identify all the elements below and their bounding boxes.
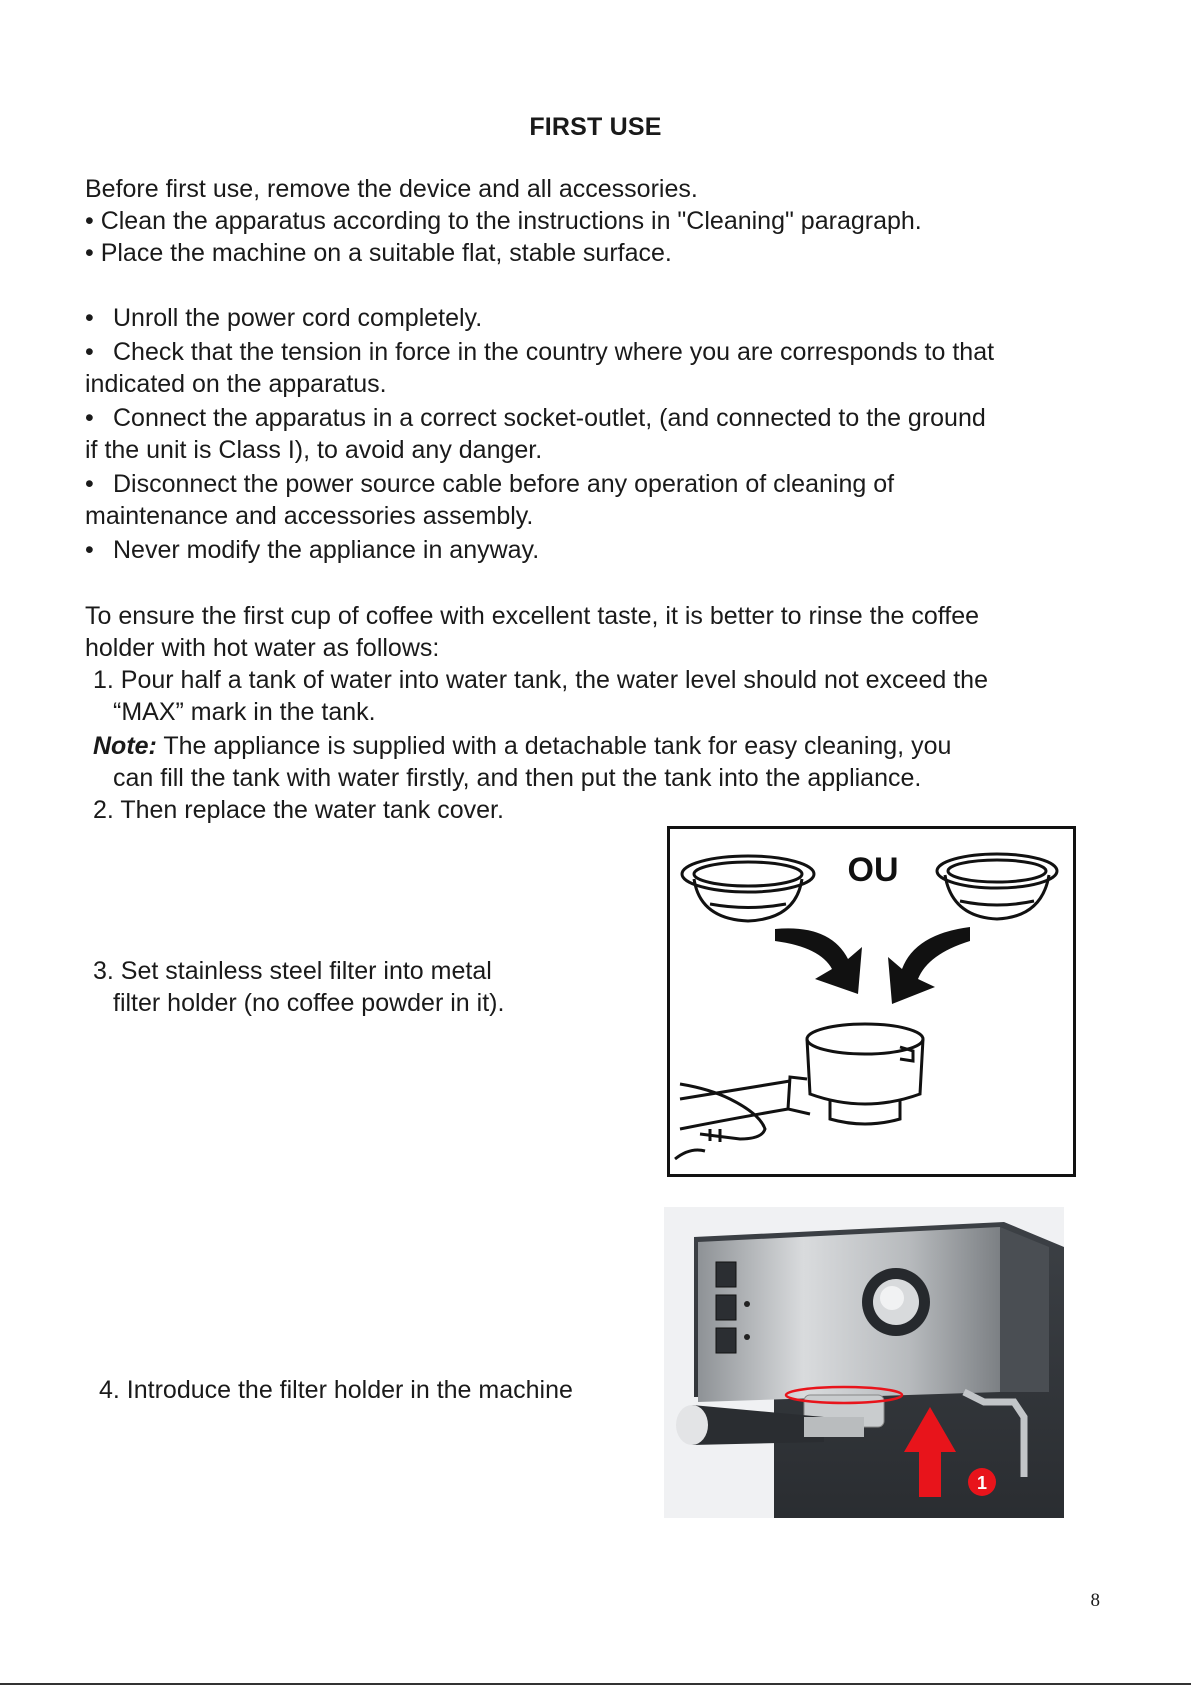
note-continuation: can fill the tank with water firstly, and then put the tank into the appliance. [113,764,922,792]
step-marker-number: 1 [976,1473,988,1493]
filter-holder-icon [675,1024,923,1159]
intro-line: Before first use, remove the device and all accessories. [85,175,698,203]
arrow-down-right-icon [775,928,862,994]
bullet-glyph: • [85,470,94,498]
filter-drawing [670,829,1073,1174]
step-3: 3. Set stainless steel filter into metal [93,957,492,985]
note: Note: The appliance is supplied with a detachable tank for easy cleaning, you [93,732,952,760]
bullet-glyph: • [85,304,94,332]
bullet-continuation: maintenance and accessories assembly. [85,502,534,530]
bullet-glyph: • [85,536,94,564]
filter-illustration [667,826,1076,1177]
bullet-continuation: if the unit is Class I), to avoid any danger. [85,436,543,464]
bullet-glyph: • [85,404,94,432]
bullet-item: • Disconnect the power source cable before any operation of cleaning of [85,470,895,498]
espresso-machine-photo [664,1207,1064,1518]
page-number: 8 [1090,1590,1100,1611]
arrow-down-left-icon [888,927,970,1004]
machine-drawing [664,1207,1064,1518]
page-title: FIRST USE [529,113,662,141]
steam-knob-icon [862,1268,930,1336]
double-filter-icon [937,854,1057,919]
bullet-item: • Never modify the appliance in anyway. [85,536,540,564]
step-4: 4. Introduce the filter holder in the machine [99,1376,573,1404]
rinse-intro-line: holder with hot water as follows: [85,634,440,662]
step-2: 2. Then replace the water tank cover. [93,796,504,824]
step-3-continuation: filter holder (no coffee powder in it). [113,989,505,1017]
bullet-continuation: indicated on the apparatus. [85,370,387,398]
bullet-item: • Unroll the power cord completely. [85,304,483,332]
rinse-intro-line: To ensure the first cup of coffee with excellent taste, it is better to rinse the coffee [85,602,980,630]
intro-line: • Place the machine on a suitable flat, stable surface. [85,239,672,267]
bullet-item: • Check that the tension in force in the country where you are corresponds to that [85,338,995,366]
intro-line: • Clean the apparatus according to the instructions in "Cleaning" paragraph. [85,207,922,235]
step-1: 1. Pour half a tank of water into water tank, the water level should not exceed the [93,666,988,694]
or-label: OU [847,851,899,889]
steel-panel [698,1227,1000,1402]
bullet-item: • Connect the apparatus in a correct socket-outlet, (and connected to the ground [85,404,986,432]
single-filter-icon [682,856,814,921]
note-label: Note: [93,732,157,760]
bullet-glyph: • [85,338,94,366]
step-1-continuation: “MAX” mark in the tank. [113,698,376,726]
